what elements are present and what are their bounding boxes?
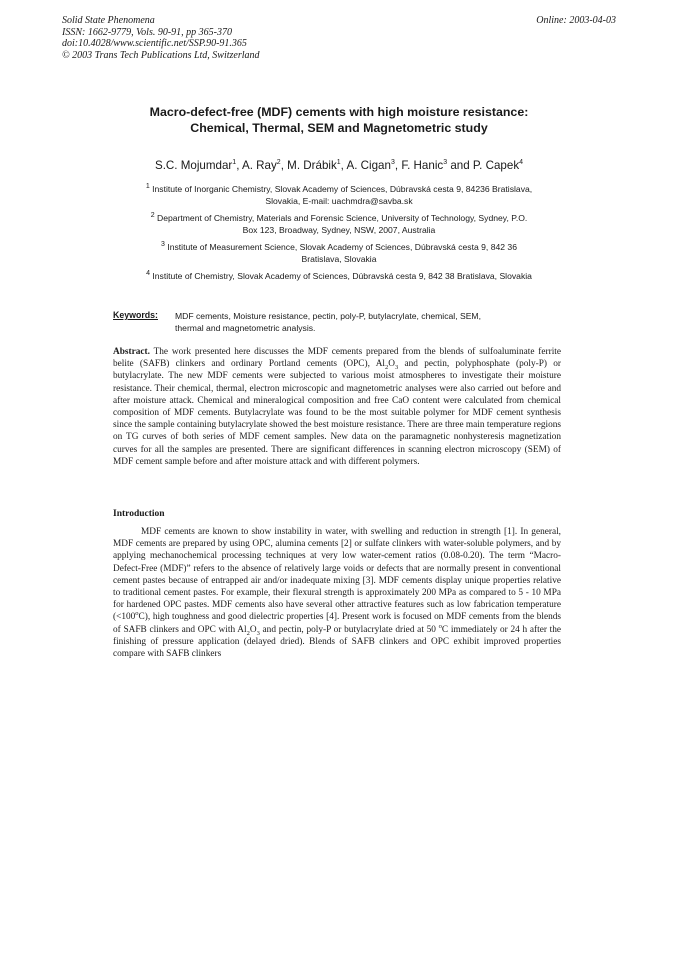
journal-name: Solid State Phenomena — [62, 15, 155, 26]
superscript: o — [135, 610, 139, 618]
abstract — [113, 346, 561, 468]
author: P. Capek — [472, 159, 520, 172]
title-line-1: Macro-defect-free (MDF) cements with high moisture resistance: — [149, 105, 529, 119]
title-line-2: Chemical, Thermal, SEM and Magnetometric study — [190, 121, 488, 135]
affil-text: Slovakia, E-mail: uachmdra@savba.sk — [265, 196, 413, 206]
abstract-text: The work presented here discusses the MDF cements prepared from the blends of sulfoaluminate ferrite belite (SAFB) clinkers and ordinary Portland cements (OPC), Al — [113, 347, 561, 370]
affil-num: 1 — [145, 183, 150, 191]
introduction-body — [113, 526, 561, 660]
paper-title — [100, 104, 578, 136]
affil-text: Bratislava, Slovakia — [301, 254, 377, 264]
author-affil-num: 4 — [519, 159, 524, 167]
author-affil-num: 1 — [232, 159, 237, 167]
keywords-text — [175, 310, 555, 334]
author: M. Drábik — [287, 159, 337, 172]
affil-text: Institute of Chemistry, Slovak Academy of Sciences, Dúbravská cesta 9, 842 38 Bratislava, Slovakia — [152, 271, 532, 281]
author-list: S.C. Mojumdar$^1$, A. Ray$^2$, M. Drábik$^1$, A. Cigan$^3$, F. Hanic$^3$ and P. Capek$^4$ — [154, 159, 524, 172]
author-conjunction: and — [450, 159, 470, 172]
affil-text: Box 123, Broadway, Sydney, NSW, 2007, Australia — [242, 225, 436, 235]
author-affil-num: 3 — [443, 159, 448, 167]
affiliation-4 — [60, 270, 618, 282]
author-affil-num: 1 — [336, 159, 341, 167]
keywords-label: Keywords: — [113, 310, 158, 320]
issn-line: ISSN: 1662-9779, Vols. 90-91, pp 365-370 — [62, 26, 232, 38]
affil-num: 2 — [150, 212, 155, 220]
doi-line: doi:10.4028/www.scientific.net/SSP.90-91.365 — [62, 38, 247, 49]
affil-text: Institute of Measurement Science, Slovak Academy of Sciences, Dúbravská cesta 9, 842 36 — [167, 242, 517, 252]
affil-num: 3 — [161, 241, 165, 249]
superscript: o — [438, 622, 442, 630]
author-affil-num: 2 — [276, 159, 281, 167]
keywords-line: MDF cements, Moisture resistance, pectin, poly-P, butylacrylate, chemical, SEM, — [175, 311, 481, 321]
author: A. Ray — [242, 159, 277, 172]
author: A. Cigan — [346, 159, 391, 172]
affil-text: Department of Chemistry, Materials and Forensic Science, University of Technology, Sydney, P.O. — [156, 213, 528, 223]
intro-text: MDF cements are known to show instability in water, with swelling and reduction in strength [1]. In general, MDF cements are prepared by using OPC, alumina cements [2] or sulfate clinkers with water-soluble polymers, and by applying mechanochemical processing techniques at very low water-cement ratios (0.08-0.20). The term “Macro-Defect-Free (MDF)” refers to the absence of relatively large voids or defects that are normally present in conventional cement pastes because of entrapped air and/or inadequate mixing [3]. MDF cements display unique properties relative to traditional cement pastes. For example, their flexural strength is approximately 200 MPa as compared to 5 - 10 MPa for hardened OPC pastes. MDF cements also have several other attractive features such as low fabrication temperature (<100 — [113, 527, 561, 623]
keywords-line: thermal and magnetometric analysis. — [175, 323, 316, 333]
intro-text: and pectin, poly-P or butylacrylate dried at 50 — [259, 624, 439, 635]
subscript: 3 — [394, 364, 399, 372]
intro-text: C immediately or 24 h after the finishing of pressure application (delayed dried). Blends of SAFB clinkers and OPC exhibit improved properties compare with SAFB clinkers — [113, 624, 562, 660]
intro-text: C), high toughness and good dielectric properties [4]. Present work is focused on MDF cements from the blends of SAFB clinkers and OPC with Al — [113, 612, 561, 635]
affil-text: Institute of Inorganic Chemistry, Slovak Academy of Sciences, Dúbravská cesta 9, 84236 Bratislava, — [152, 184, 533, 194]
author: F. Hanic — [401, 159, 444, 172]
journal-header — [62, 15, 260, 61]
affil-num: 4 — [146, 270, 150, 278]
abstract-text: and pectin, polyphosphate (poly-P) or butylacrylate. The new MDF cements were subjected to various moist atmospheres to investigate their moisture resistance. Their chemical, thermal, electron microscopic and magnetometric analyses were also carried out before and after moisture attack. Chemical and mineralogical composition and free CaO content were calculated from chemical composition of MDF cements. Butylacrylate was found to be the most suitable polymer for MDF cement synthesis since the sample containing butylacrylate showed the best moisture resistance. There are three main temperature regions on TG curves of both series of MDF cement samples. New data on the paramagnetic nonhysteresis magnetization curves for all the samples are presented. There are significant differences in scanning electron microscopy (SEM) of MDF cement sample before and after moisture attack and with different polymers. — [113, 359, 562, 467]
copyright-line: © 2003 Trans Tech Publications Ltd, Switzerland — [62, 49, 260, 61]
online-date: Online: 2003-04-03 — [536, 15, 616, 26]
abstract-text: O — [388, 359, 395, 370]
subscript: 3 — [256, 629, 260, 637]
affiliation-3 — [100, 241, 578, 265]
affiliation-2 — [100, 212, 578, 236]
author-affil-num: 3 — [390, 159, 395, 167]
section-heading-introduction: Introduction — [113, 509, 165, 519]
author: S.C. Mojumdar — [154, 159, 233, 172]
affiliation-1 — [100, 183, 578, 207]
subscript: 2 — [246, 629, 250, 637]
intro-text: O — [249, 624, 257, 635]
subscript: 2 — [385, 364, 389, 372]
abstract-label: Abstract. — [113, 347, 150, 357]
